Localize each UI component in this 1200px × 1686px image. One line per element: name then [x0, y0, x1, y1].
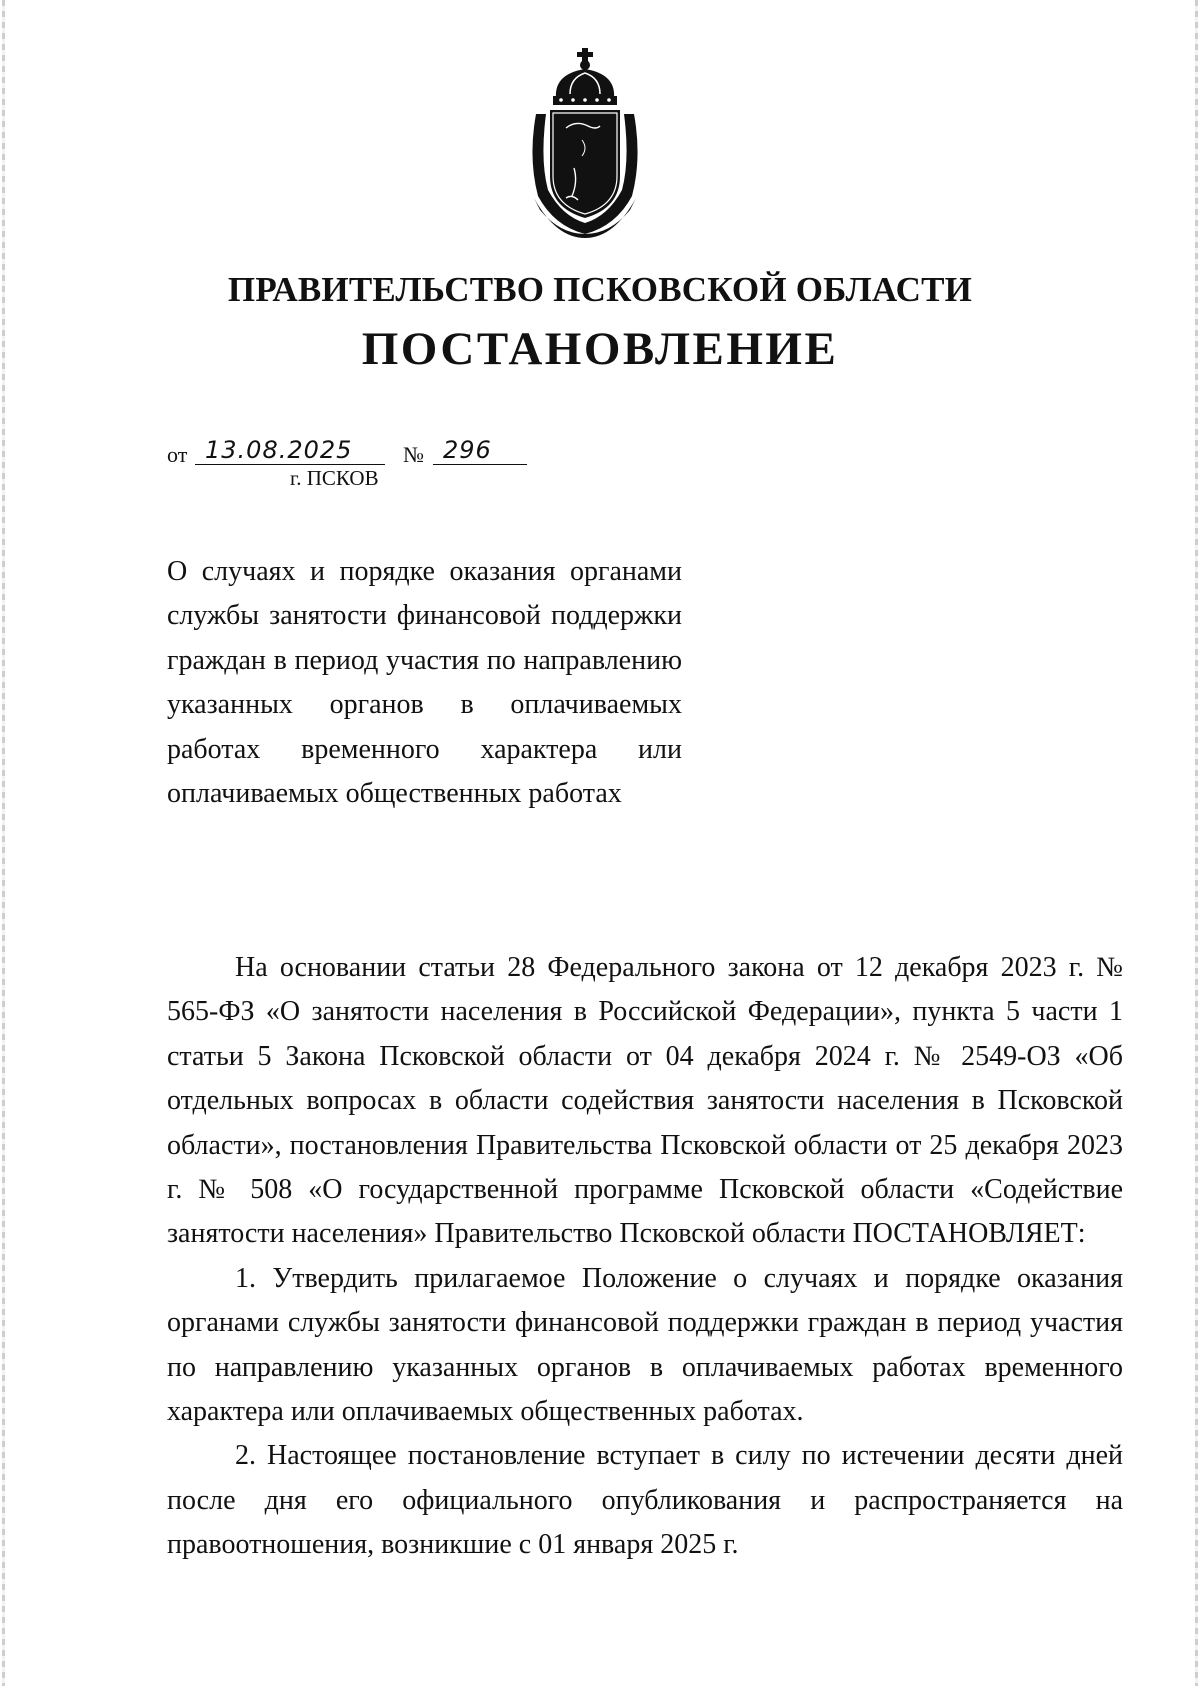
date-prefix-label: от	[167, 442, 188, 467]
number-prefix-label: №	[403, 442, 424, 467]
scan-edge-right	[1195, 0, 1198, 1686]
government-title: ПРАВИТЕЛЬСТВО ПСКОВСКОЙ ОБЛАСТИ	[227, 270, 973, 309]
document-subject: О случаях и порядке оказания органами службы занятости финансовой поддержки граждан в период участия по направлению указанных органов в оплачиваемых работах временного характера или оплачиваемых общественных работах	[167, 556, 682, 810]
preamble-paragraph: На основании статьи 28 Федерального закона от 12 декабря 2023 г. № 565-ФЗ «О занятости населения в Российской Федерации», пункта 5 части 1 статьи 5 Закона Псковской области от 04 декабря 2024 г. № 2549-ОЗ «Об отдельных вопросах в области содействия занятости населения в Псковской области», постановления Правительства Псковской области от 25 декабря 2023 г. № 508 «О государственной программе Псковской области «Содействие занятости населения» Правительство Псковской области ПОСТАНОВЛЯЕТ:	[167, 952, 1123, 1250]
item-1-paragraph: 1. Утвердить прилагаемое Положение о случаях и порядке оказания органами службы занятости финансовой поддержки граждан в период участия по направлению указанных органов в оплачиваемых работах временного характера или оплачиваемых общественных работах.	[167, 1262, 1123, 1428]
city-label: г. ПСКОВ	[290, 466, 379, 490]
scan-edge-left	[2, 0, 5, 1686]
document-date-field: 13.08.2025	[195, 436, 385, 465]
pskov-coat-of-arms-icon	[526, 48, 644, 238]
document-type-title: ПОСТАНОВЛЕНИЕ	[361, 323, 839, 375]
document-number-field: 296	[433, 436, 527, 465]
document-body	[167, 946, 1123, 1568]
item-2-paragraph: 2. Настоящее постановление вступает в силу по истечении десяти дней после дня его официального опубликования и распространяется на правоотношения, возникшие с 01 января 2025 г.	[167, 1440, 1123, 1561]
